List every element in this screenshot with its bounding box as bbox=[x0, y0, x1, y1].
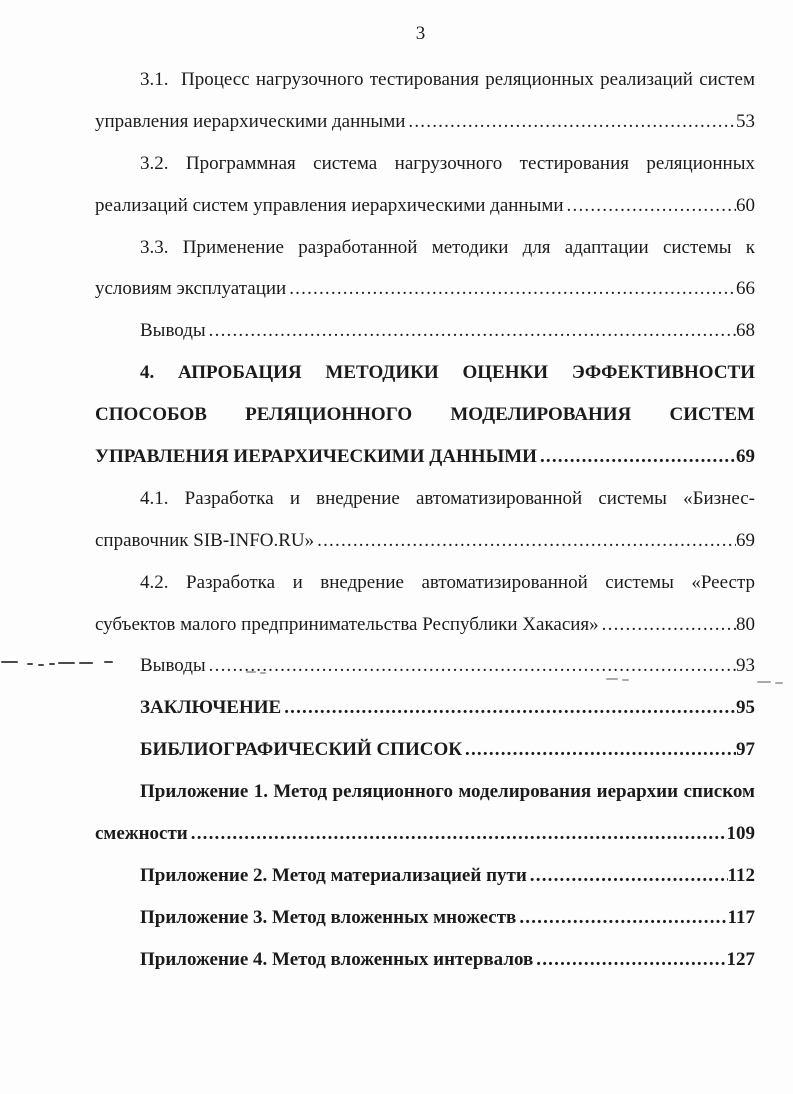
toc-line-text: ЗАКЛЮЧЕНИЕ bbox=[140, 697, 282, 719]
page-ref: 93 bbox=[736, 655, 755, 677]
page-ref: 80 bbox=[736, 613, 755, 635]
toc-line-text: 4. АПРОБАЦИЯ МЕТОДИКИ ОЦЕНКИ ЭФФЕКТИВНОСТИ bbox=[140, 362, 755, 384]
toc-line-appendix-1-cont bbox=[95, 813, 755, 855]
toc-line-appendix-3 bbox=[95, 897, 755, 939]
page-ref: 112 bbox=[727, 864, 755, 886]
scan-artifact-dash bbox=[260, 672, 266, 674]
toc-line-text: Приложение 1. Метод реляционного моделирования иерархии списком bbox=[140, 781, 755, 803]
page-ref: 60 bbox=[736, 194, 755, 216]
toc-line-text: УПРАВЛЕНИЯ ИЕРАРХИЧЕСКИМИ ДАННЫМИ bbox=[95, 446, 537, 468]
toc-line-3-2-cont bbox=[95, 185, 755, 227]
dot-leader bbox=[281, 687, 736, 729]
toc-line-chapter-4-cont1 bbox=[95, 394, 755, 436]
dot-leader bbox=[599, 604, 736, 646]
page-ref: 117 bbox=[727, 906, 755, 928]
scan-artifact-dash bbox=[757, 681, 771, 683]
toc-line-appendix-1 bbox=[95, 771, 755, 813]
toc-line-bibliography bbox=[95, 729, 755, 771]
toc-line-appendix-2 bbox=[95, 855, 755, 897]
toc-line-text: реализаций систем управления иерархическими данными bbox=[95, 194, 564, 216]
scan-artifact-dash bbox=[104, 661, 113, 663]
toc-line-vyvody-4 bbox=[95, 645, 755, 687]
page-number: 3 bbox=[415, 23, 426, 44]
toc-line-chapter-4-cont2 bbox=[95, 436, 755, 478]
scan-artifact-dash bbox=[606, 678, 618, 680]
dot-leader bbox=[527, 855, 728, 897]
page-ref: 95 bbox=[736, 697, 755, 719]
table-of-contents bbox=[95, 59, 755, 981]
toc-line-3-1-cont bbox=[95, 101, 755, 143]
toc-line-text: БИБЛИОГРАФИЧЕСКИЙ СПИСОК bbox=[140, 739, 463, 761]
page-ref: 66 bbox=[736, 278, 755, 300]
scan-artifact-dash bbox=[58, 662, 75, 664]
dot-leader bbox=[462, 729, 736, 771]
dot-leader bbox=[206, 310, 736, 352]
toc-line-text: СПОСОБОВ РЕЛЯЦИОННОГО МОДЕЛИРОВАНИЯ СИСТЕМ bbox=[95, 404, 755, 426]
toc-line-vyvody-3 bbox=[95, 310, 755, 352]
dot-leader bbox=[314, 520, 736, 562]
scan-artifact-dash bbox=[1, 661, 18, 663]
toc-line-text: субъектов малого предпринимательства Республики Хакасия» bbox=[95, 613, 599, 635]
toc-line-text: 3.3. Применение разработанной методики для адаптации системы к bbox=[140, 236, 755, 258]
page-ref: 97 bbox=[736, 739, 755, 761]
dot-leader bbox=[405, 101, 736, 143]
toc-line-3-1 bbox=[95, 59, 755, 101]
toc-line-appendix-4 bbox=[95, 939, 755, 981]
toc-line-text: Приложение 3. Метод вложенных множеств bbox=[140, 906, 517, 928]
dot-leader bbox=[206, 645, 736, 687]
page-ref: 68 bbox=[736, 320, 755, 342]
scan-artifact-dash bbox=[27, 663, 33, 665]
toc-line-3-2 bbox=[95, 143, 755, 185]
page-ref: 53 bbox=[736, 110, 755, 132]
toc-line-text: Приложение 2. Метод материализацией пути bbox=[140, 864, 527, 886]
dot-leader bbox=[286, 268, 736, 310]
toc-line-text: Выводы bbox=[140, 320, 206, 342]
dot-leader bbox=[188, 813, 727, 855]
toc-line-text: 4.2. Разработка и внедрение автоматизированной системы «Реестр bbox=[140, 571, 755, 593]
toc-line-4-1 bbox=[95, 478, 755, 520]
toc-line-zakliuchenie bbox=[95, 687, 755, 729]
toc-line-text: справочник SIB-INFO.RU» bbox=[95, 529, 315, 551]
dot-leader bbox=[533, 939, 726, 981]
toc-line-chapter-4 bbox=[95, 352, 755, 394]
toc-line-4-2-cont bbox=[95, 604, 755, 646]
toc-line-text: 4.1. Разработка и внедрение автоматизированной системы «Бизнес- bbox=[140, 487, 755, 509]
scan-artifact-dash bbox=[775, 682, 783, 684]
dot-leader bbox=[516, 897, 727, 939]
toc-line-text: управления иерархическими данными bbox=[95, 110, 406, 132]
toc-line-text: 3.2. Программная система нагрузочного тестирования реляционных bbox=[140, 152, 755, 174]
dot-leader bbox=[564, 185, 736, 227]
toc-line-3-3-cont bbox=[95, 268, 755, 310]
toc-line-text: условиям эксплуатации bbox=[95, 278, 287, 300]
toc-line-text: Приложение 4. Метод вложенных интервалов bbox=[140, 948, 534, 970]
scan-artifact-dash bbox=[49, 663, 55, 665]
scan-artifact-dash bbox=[622, 679, 629, 681]
page-ref: 127 bbox=[726, 948, 755, 970]
toc-line-3-3 bbox=[95, 227, 755, 269]
page-ref: 69 bbox=[736, 529, 755, 551]
page-ref: 109 bbox=[726, 823, 755, 845]
scan-artifact-dash bbox=[38, 664, 44, 666]
toc-line-text: Выводы bbox=[140, 655, 206, 677]
page-ref: 69 bbox=[736, 446, 755, 468]
toc-line-4-1-cont bbox=[95, 520, 755, 562]
toc-line-4-2 bbox=[95, 562, 755, 604]
dot-leader bbox=[537, 436, 736, 478]
scan-artifact-dash bbox=[79, 662, 93, 664]
toc-line-text: смежности bbox=[95, 823, 188, 845]
scan-artifact-dash bbox=[246, 671, 256, 673]
toc-line-text: 3.1. Процесс нагрузочного тестирования реляционных реализаций систем bbox=[140, 69, 755, 90]
